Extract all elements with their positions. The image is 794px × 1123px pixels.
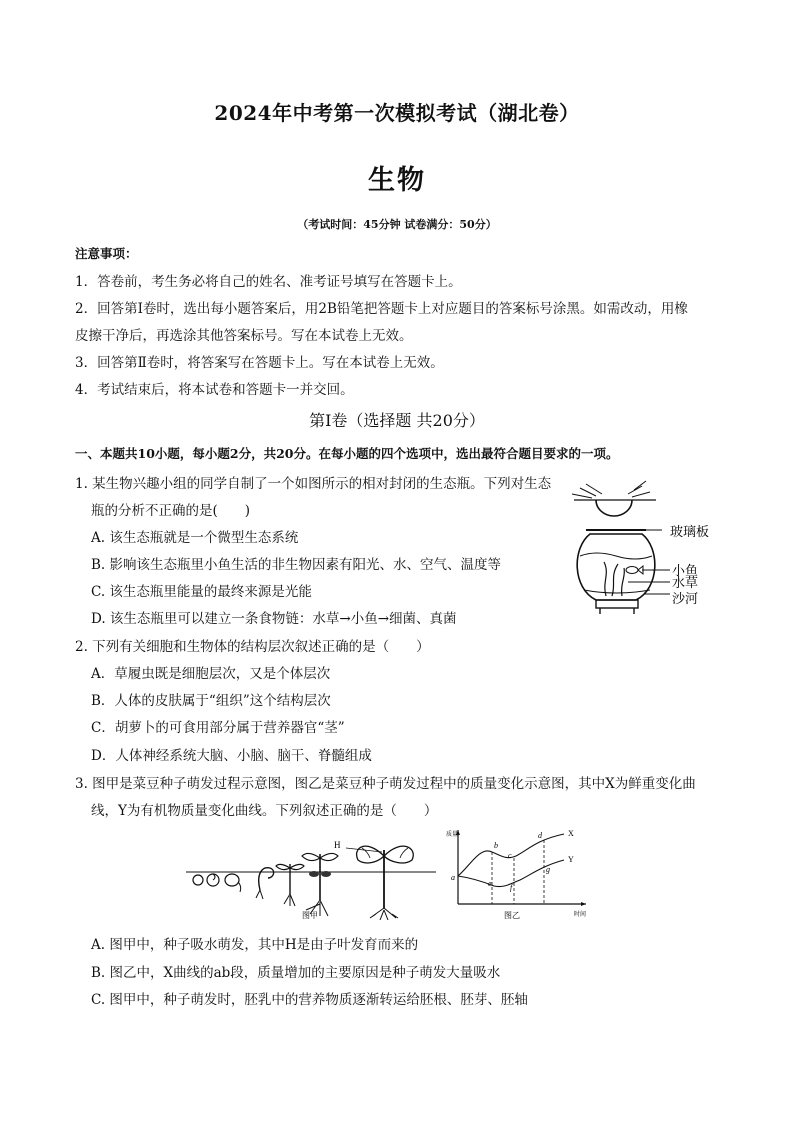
section-title: 第Ⅰ卷（选择题 共20分） — [309, 411, 485, 430]
caption-figure-b: 图乙 — [504, 911, 520, 920]
question-2-stem: 2. 下列有关细胞和生物体的结构层次叙述正确的是（ ） — [75, 639, 430, 655]
subject-title: 生物 — [368, 165, 426, 196]
section-description: 一、本题共10小题，每小题2分，共20分。在每小题的四个选项中，选出最符合题目要求的一项。 — [75, 446, 619, 461]
question-1-stem: 瓶的分析不正确的是( ) — [91, 503, 251, 519]
point-b: b — [494, 841, 498, 850]
notice-item: 1．答卷前，考生务必将自己的姓名、准考证号填写在答题卡上。 — [75, 274, 462, 290]
notice-item: 2．回答第Ⅰ卷时，选出每小题答案后，用2B铅笔把答题卡上对应题目的答案标号涂黑。如需改动，用橡 — [75, 301, 688, 317]
series-x-label: X — [568, 829, 574, 838]
seed-germination-figure — [186, 834, 436, 920]
question-2-option-b: B．人体的皮肤属于“组织”这个结构层次 — [91, 693, 331, 709]
x-axis-label: 时间 — [574, 912, 587, 918]
point-g: g — [546, 865, 550, 874]
exam-info: （考试时间：45分钟 试卷满分：50分） — [297, 218, 497, 231]
label-h: H — [334, 840, 341, 850]
question-1-option-b: B. 影响该生态瓶里小鱼生活的非生物因素有阳光、水、空气、温度等 — [91, 557, 502, 573]
label-fish: 小鱼 — [672, 563, 699, 578]
eco-bottle-figure — [566, 478, 726, 618]
question-3-stem: 3. 图甲是菜豆种子萌发过程示意图，图乙是菜豆种子萌发过程中的质量变化示意图，其中X为鲜重变化曲 — [75, 776, 696, 792]
caption-figure-a: 图甲 — [302, 911, 318, 920]
point-d: d — [538, 831, 542, 840]
notice-item: 4．考试结束后，将本试卷和答题卡一并交回。 — [75, 382, 354, 398]
question-2-option-a: A．草履虫既是细胞层次，又是个体层次 — [91, 666, 331, 682]
notice-item: 皮擦干净后，再选涂其他答案标号。写在本试卷上无效。 — [75, 328, 413, 344]
question-1-option-c: C. 该生态瓶里能量的最终来源是光能 — [91, 584, 312, 600]
question-2-option-d: D．人体神经系统大脑、小脑、脑干、脊髓组成 — [91, 748, 372, 764]
point-c: c — [508, 851, 512, 860]
mass-change-chart — [446, 826, 596, 920]
question-3-option-c: C. 图甲中，种子萌发时，胚乳中的营养物质逐渐转运给胚根、胚芽、胚轴 — [91, 992, 528, 1008]
y-axis-label: 质量 — [446, 832, 459, 838]
label-water-plant: 水草 — [672, 575, 699, 590]
exam-title: 2024年中考第一次模拟考试（湖北卷） — [214, 101, 580, 125]
notice-item: 3．回答第Ⅱ卷时，将答案写在答题卡上。写在本试卷上无效。 — [75, 355, 444, 371]
question-2-option-c: C．胡萝卜的可食用部分属于营养器官“茎” — [91, 720, 345, 736]
question-1-option-a: A. 该生态瓶就是一个微型生态系统 — [91, 530, 299, 546]
question-1-option-d: D. 该生态瓶里可以建立一条食物链：水草→小鱼→细菌、真菌 — [91, 611, 457, 627]
point-a: a — [451, 873, 455, 882]
question-3-stem: 线，Y为有机物质量变化曲线。下列叙述正确的是（ ） — [91, 803, 438, 819]
label-glass-plate: 玻璃板 — [670, 524, 710, 539]
point-e: e — [488, 879, 492, 888]
series-y-label: Y — [568, 855, 574, 864]
label-sand: 沙河 — [672, 591, 699, 606]
question-1-stem: 1. 某生物兴趣小组的同学自制了一个如图所示的相对封闭的生态瓶。下列对生态 — [75, 476, 552, 492]
sun-icon — [596, 500, 632, 516]
question-3-option-a: A. 图甲中，种子吸水萌发，其中H是由子叶发育而来的 — [91, 937, 419, 953]
question-3-option-b: B. 图乙中，X曲线的ab段，质量增加的主要原因是种子萌发大量吸水 — [91, 965, 501, 981]
notice-heading: 注意事项： — [75, 246, 138, 261]
point-f: f — [510, 883, 513, 892]
